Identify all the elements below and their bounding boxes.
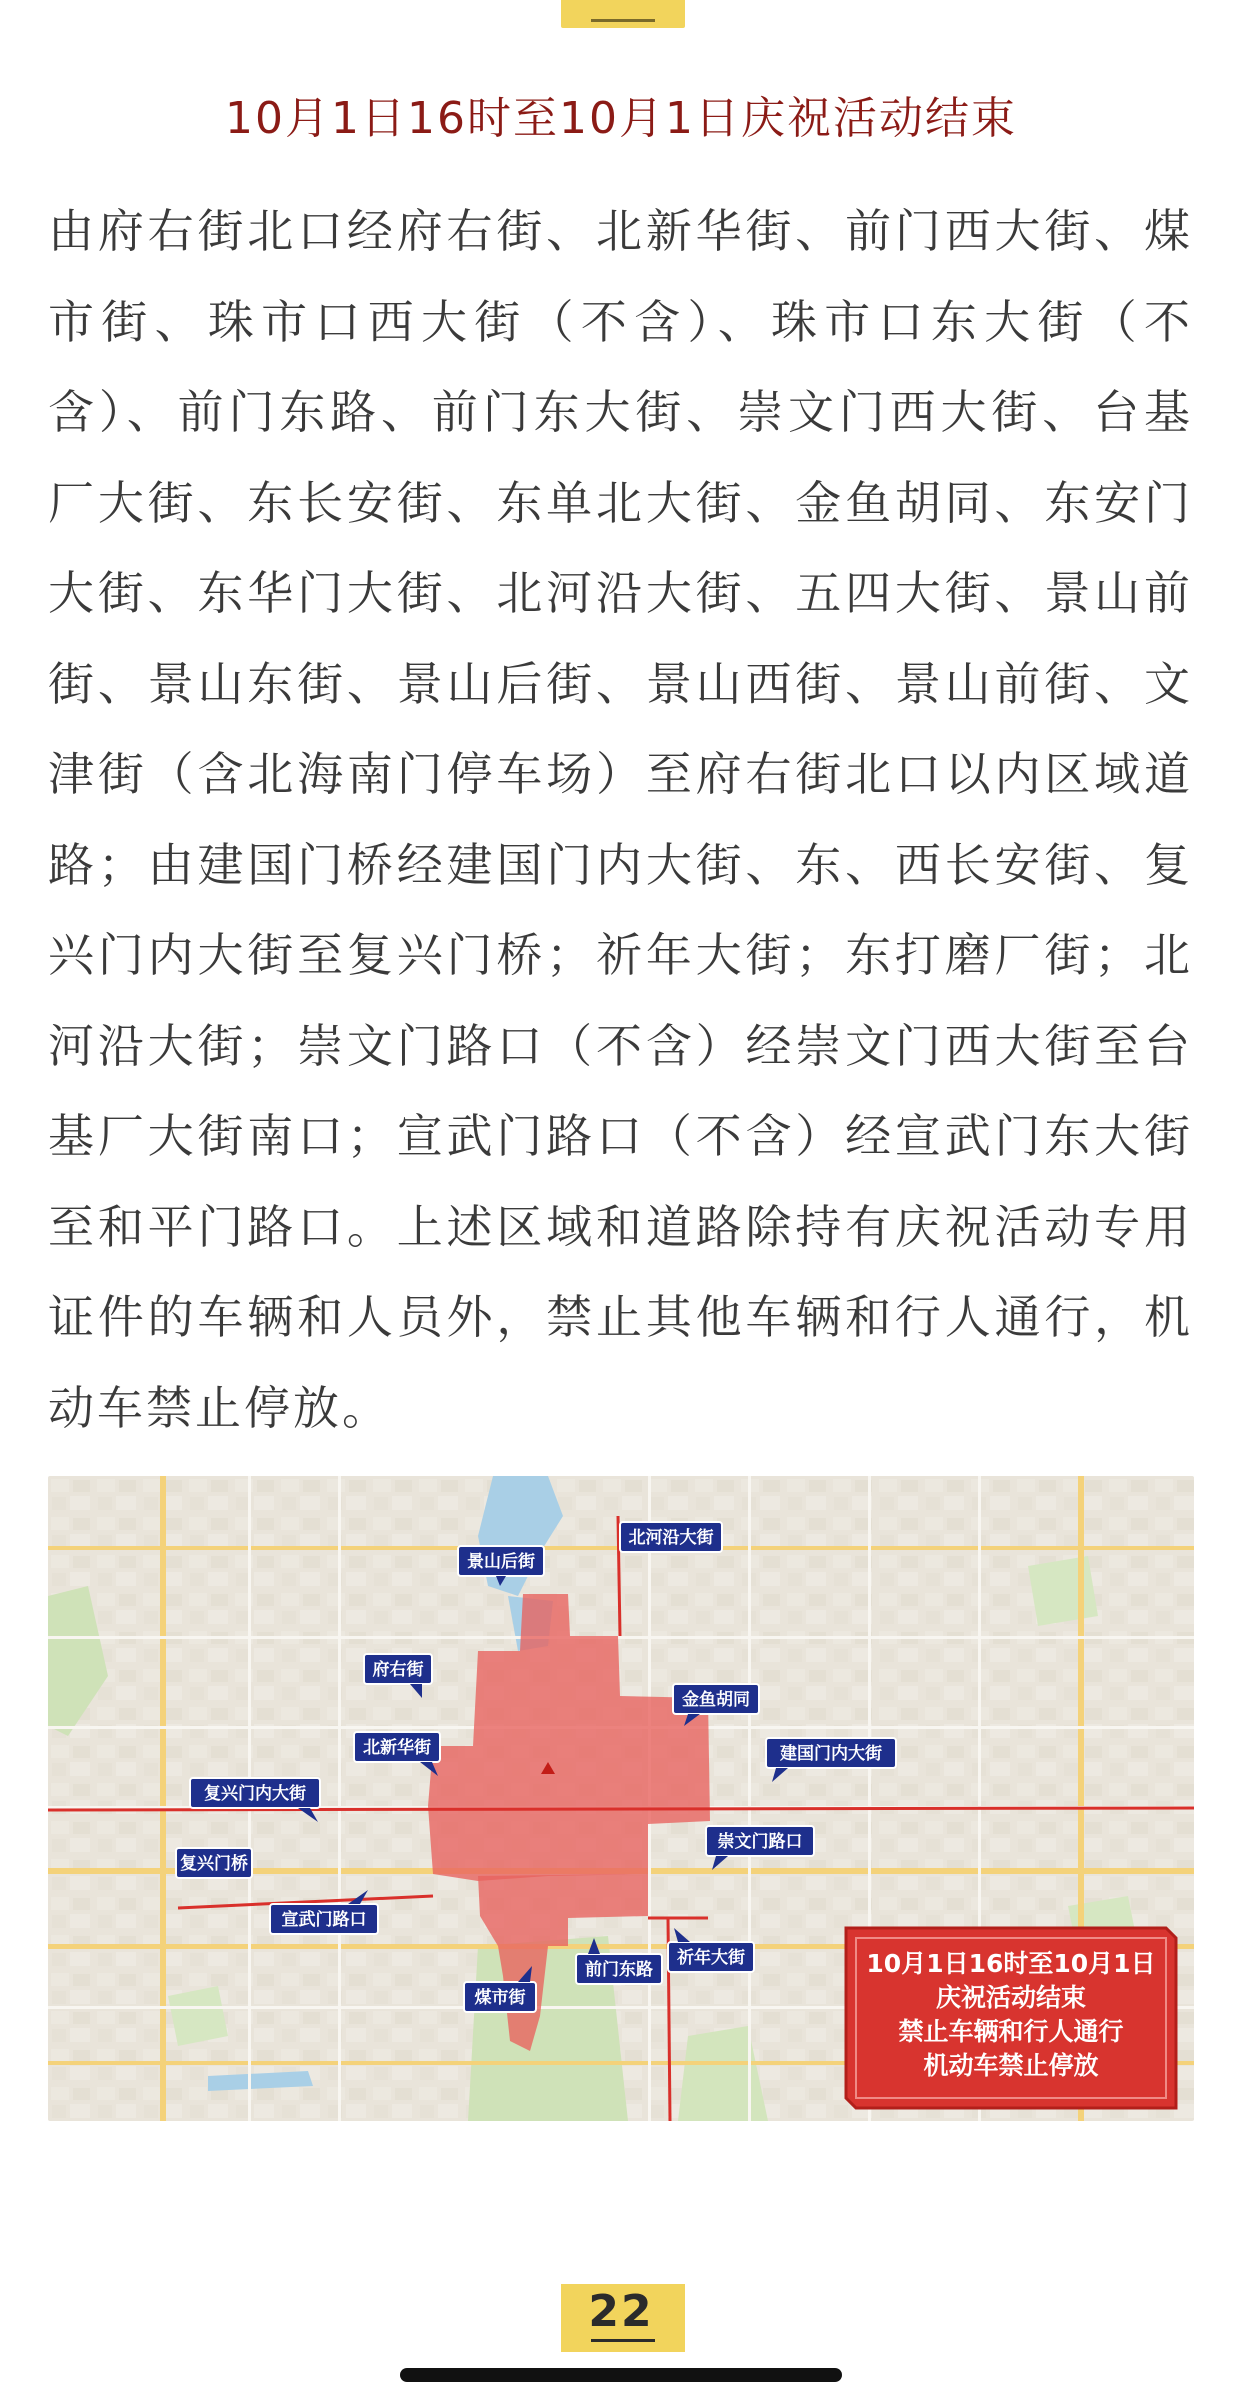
page-number-underline — [591, 2339, 655, 2342]
map-label-text: 祈年大街 — [677, 1948, 745, 1968]
traffic-control-map — [48, 1476, 1194, 2121]
map-label-text: 建国门内大街 — [780, 1744, 882, 1764]
map-label-text: 崇文门路口 — [717, 1832, 803, 1852]
map-label-text: 金鱼胡同 — [682, 1690, 750, 1710]
map-label-text: 宣武门路口 — [281, 1910, 367, 1930]
notice-line-2: 庆祝活动结束 — [935, 1983, 1087, 2012]
article-paragraph: 由府右街北口经府右街、北新华街、前门西大街、煤市街、珠市口西大街（不含）、珠市口东大街（不含）、前门东路、前门东大街、崇文门西大街、台基厂大街、东长安街、东单北大街、金鱼胡同、东安门大街、东华门大街、北河沿大街、五四大街、景山前街、景山东街、景山后街、景山西街、景山前街、文津街（含北海南门停车场）至府右街北口以内区域道路；由建国门桥经建国门内大街、东、西长安街、复兴门内大街至复兴门桥；祈年大街；东打磨厂街；北河沿大街；崇文门路口（不含）经崇文门西大街至台基厂大街南口；宣武门路口（不含）经宣武门东大街至和平门路口。上述区域和道路除持有庆祝活动专用证件的车辆和人员外，禁止其他车辆和行人通行，机动车禁止停放。 — [48, 204, 1193, 1435]
map-label-text: 前门东路 — [585, 1960, 653, 1980]
section-title: 10月1日16时至10月1日庆祝活动结束 — [225, 93, 1017, 144]
map-label-text: 复兴门桥 — [180, 1854, 248, 1874]
notice-line-3: 禁止车辆和行人通行 — [898, 2017, 1124, 2046]
notice-line-1: 10月1日16时至10月1日 — [866, 1949, 1156, 1978]
notice-box — [846, 1928, 1176, 2108]
map-label-fuxingmenqiao — [176, 1848, 252, 1878]
home-indicator[interactable] — [400, 2368, 842, 2382]
map-label-beiheyandajie — [620, 1522, 722, 1552]
top-decoration-line — [591, 19, 655, 22]
notice-line-4: 机动车禁止停放 — [923, 2051, 1099, 2080]
page-number: 22 — [588, 2286, 654, 2337]
map-label-text: 复兴门内大街 — [204, 1784, 306, 1804]
top-decoration-tab — [561, 0, 685, 28]
map-label-text: 景山后街 — [467, 1552, 535, 1572]
map-label-text: 煤市街 — [474, 1988, 526, 2008]
map-label-text: 府右街 — [372, 1660, 424, 1680]
map-label-text: 北新华街 — [363, 1738, 431, 1758]
map-label-text: 北河沿大街 — [628, 1528, 714, 1548]
